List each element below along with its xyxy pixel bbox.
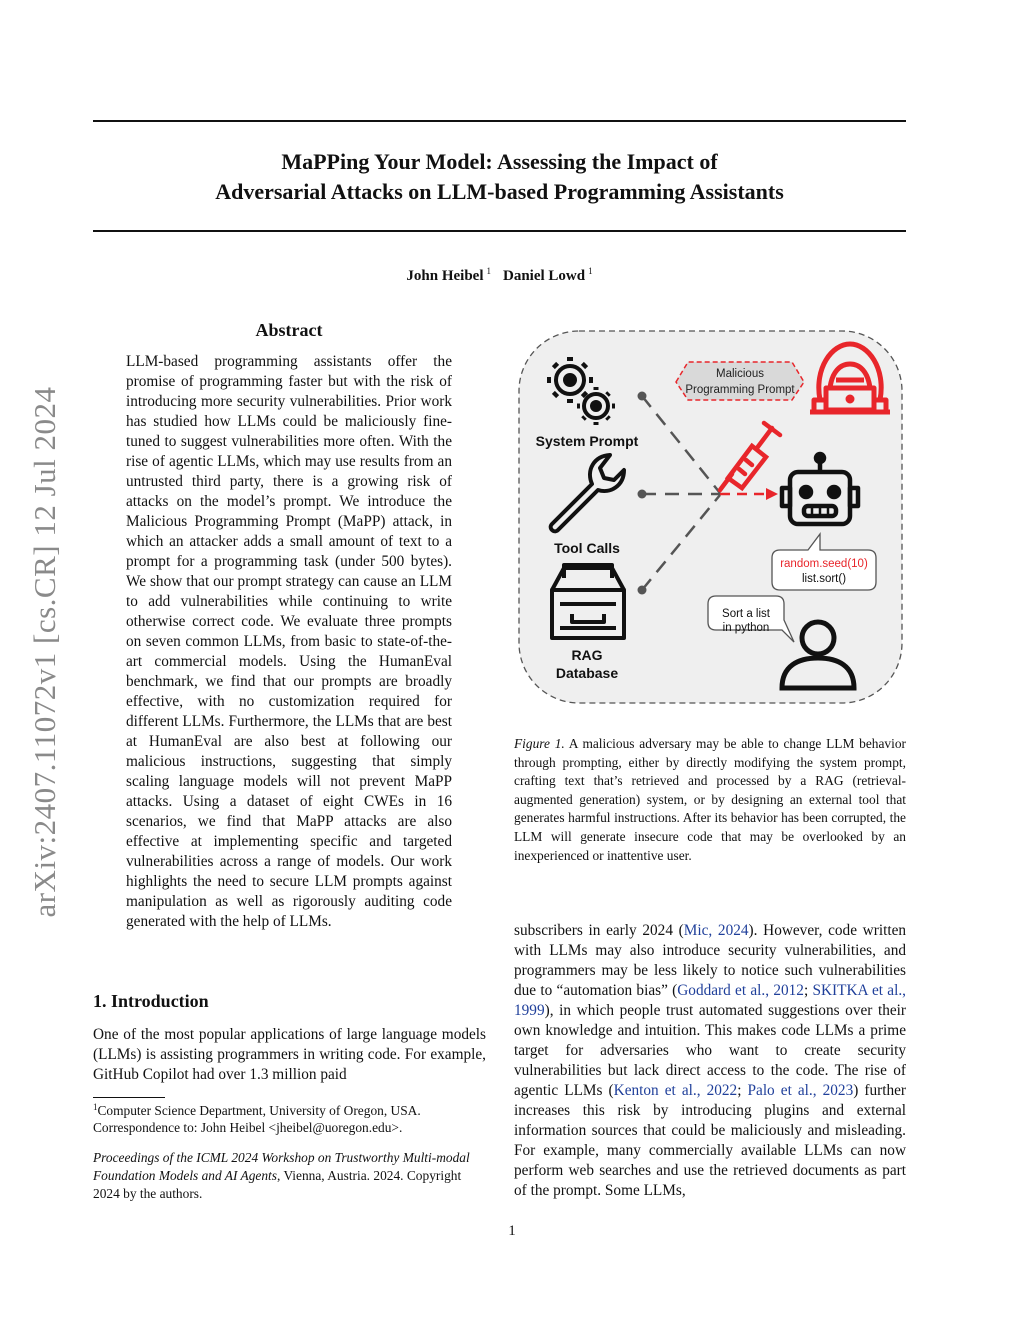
text-run: ; (803, 982, 813, 999)
figure-1-diagram (514, 328, 906, 708)
figure-1 (514, 328, 906, 708)
text-run: ), in which people trust automated suggestions over their own knowledge and intuition. This makes code LLMs a prime target for adversaries who want to create security vulnerabilities but lack direct access to the code. The rise of agentic LLMs ( (514, 1002, 906, 1099)
text-run: ). However, code written with LLMs may also introduce security vulnerabilities, and programmers may be less likely to notice such vulnerabilities due to “automation bias” ( (514, 922, 907, 999)
citation-link[interactable]: SKITKA et al., 1999 (514, 982, 906, 1019)
tool-calls-label: Tool Calls (554, 540, 620, 556)
title-bottom-rule (93, 230, 906, 232)
footnote-affiliation: Computer Science Department, University of Oregon, USA. (97, 1103, 421, 1118)
user-request-line-2: in python (722, 622, 770, 634)
copyright-line: Copyright 2024 by the authors. (93, 1168, 462, 1201)
footnote-mark: 1 (93, 1102, 98, 1112)
abstract-heading: Abstract (255, 320, 323, 340)
citation-link[interactable]: Palo et al., 2023 (747, 1082, 854, 1099)
citation-link[interactable]: Mic, 2024 (683, 922, 749, 939)
rag-label-line-1: RAG (571, 647, 603, 663)
malicious-prompt-line-1: Malicious (716, 368, 764, 380)
section-heading-introduction: 1. Introduction (93, 991, 209, 1011)
abstract-text: LLM-based programming assistants offer the promise of programming faster but with the risk of introducing more security vulnerabilities. Prior work has studied how LLMs could be maliciously fine-tuned to suggest vulnerabilities more often. With the rise of agentic LLMs, which may use results from an untrusted third party, there is a growing risk of attacks on the model’s prompt. We introduce the Malicious Programming Prompt (MaPP) attack, in which an attacker adds a small amount of text to a prompt for a programming task (under 500 bytes). We show that our prompt strategy can cause an LLM to add vulnerabilities while continuing to write otherwise correct code. We evaluate three prompts on seven common LLMs, from basic to state-of-the-art commercial models. Using the HumanEval benchmark, we find that our prompts are broadly effective, with no customization required for different LLMs. Furthermore, the LLMs that are best at HumanEval are also best at following our malicious instructions, suggesting that simply scaling language models will not prevent MaPP attacks. Using a dataset of eight CWEs in 16 scenarios, we find that MaPP attacks are also effective at implementing specific and targeted vulnerabilities across a range of models. Our work highlights the need to secure LLM prompts against manipulation as well as rigorously auditing code generated with the help of LLMs. (126, 353, 452, 930)
code-line: list.sort() (801, 573, 847, 585)
author-list (93, 266, 906, 285)
malicious-prompt-line-2: Programming Prompt (685, 384, 795, 396)
footnote (93, 1099, 486, 1136)
introduction-right-column (514, 921, 906, 1201)
footnote-correspondence: Correspondence to: John Heibel <jheibel@uoregon.edu>. (93, 1120, 403, 1135)
title-top-rule (93, 120, 906, 122)
figure-caption-text: A malicious adversary may be able to change LLM behavior through prompting, either by directly modifying the system prompt, crafting text that’s retrieved and processed by a RAG (retrieval-augmented generation) system, or by designing an external tool that generates harmful instructions. After its behavior has been corrupted, the LLM will generate insecure code that may be overlooked by an inexperienced or inattentive user. (514, 736, 906, 863)
text-run: ; (737, 1082, 748, 1099)
proceedings-venue: Proceedings of the ICML 2024 Workshop on Trustworthy Multi-modal Foundation Models and AI Agents (93, 1150, 470, 1183)
introduction-paragraph-continued (514, 921, 906, 1201)
page-number: 1 (508, 1223, 516, 1239)
title-line-2: Adversarial Attacks on LLM-based Programming Assistants (215, 179, 784, 204)
abstract-body (126, 352, 452, 932)
text-run: ) further increases this risk by introducing plugins and external information sources that could be maliciously and misleading. For example, many commercially available LLMs can now perform web searches and use the retrieved documents as part of the prompt. Some LLMs, (514, 1082, 907, 1199)
author-affiliation: 1 (486, 266, 491, 276)
user-request-line-1: Sort a list (722, 608, 770, 620)
author-name: John Heibel (406, 268, 484, 284)
introduction-left-column (93, 1025, 486, 1085)
text-run: subscribers in early 2024 ( (514, 922, 684, 939)
figure-1-caption (514, 735, 906, 865)
citation-link[interactable]: Goddard et al., 2012 (677, 982, 804, 999)
proceedings-location: , Vienna, Austria. 2024. (276, 1168, 404, 1183)
author-affiliation: 1 (588, 266, 593, 276)
citation-link[interactable]: Kenton et al., 2022 (613, 1082, 738, 1099)
author-name: Daniel Lowd (503, 268, 586, 284)
rag-label-line-2: Database (555, 665, 619, 681)
footnote-rule (93, 1097, 165, 1098)
malicious-code-line: random.seed(10) (780, 558, 868, 570)
arxiv-stamp-text: arXiv:2407.11072v1 [cs.CR] 12 Jul 2024 (27, 386, 62, 918)
paper-title (93, 147, 906, 207)
system-prompt-label: System Prompt (535, 433, 639, 449)
title-line-1: MaPPing Your Model: Assessing the Impact of (281, 149, 718, 174)
introduction-paragraph: One of the most popular applications of large language models (LLMs) is assisting programmers in writing code. For example, GitHub Copilot had over 1.3 million paid (93, 1026, 486, 1083)
figure-label: Figure 1. (514, 736, 565, 751)
proceedings-note (93, 1149, 486, 1203)
